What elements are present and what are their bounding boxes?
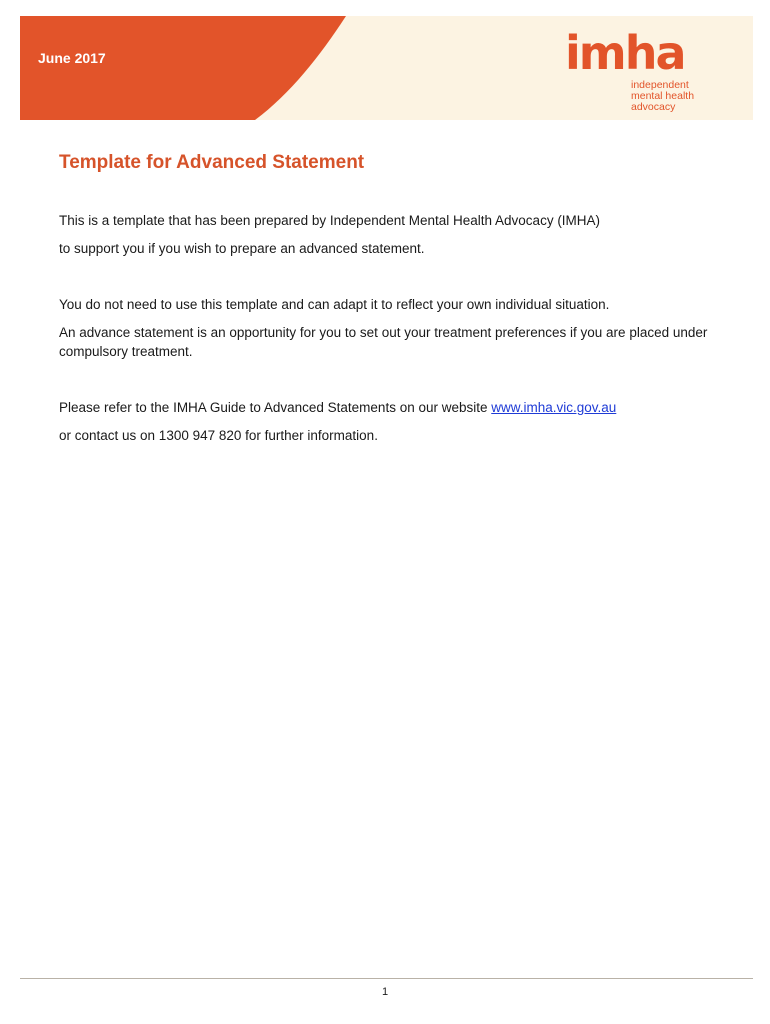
advance-statement-paragraph: An advance statement is an opportunity for you to set out your treatment preferences if you are placed under compulsory treatment. <box>59 325 708 359</box>
logo-tagline <box>631 80 701 113</box>
website-link[interactable]: www.imha.vic.gov.au <box>491 400 617 415</box>
intro-line-1: This is a template that has been prepared by Independent Mental Health Advocacy (IMHA) <box>59 213 601 228</box>
intro-line-2: to support you if you wish to prepare an advanced statement. <box>59 241 425 256</box>
footer-divider <box>20 978 753 979</box>
refer-paragraph <box>59 399 719 418</box>
logo-tagline-line: mental health <box>631 90 695 102</box>
imha-logo <box>565 26 695 114</box>
page-number: 1 <box>381 986 389 998</box>
logo-tagline-line: independent <box>631 79 689 91</box>
document-date: June 2017 <box>38 50 106 66</box>
document-title: Template for Advanced Statement <box>59 152 365 173</box>
logo-tagline-line: advocacy <box>631 101 676 113</box>
refer-text: Please refer to the IMHA Guide to Advanced Statements on our website <box>59 400 492 415</box>
contact-paragraph: or contact us on 1300 947 820 for further information. <box>59 428 378 443</box>
header-banner <box>20 16 753 120</box>
adapt-paragraph: You do not need to use this template and can adapt it to reflect your own individual situation. <box>59 297 610 312</box>
logo-wordmark: imha <box>565 26 685 80</box>
